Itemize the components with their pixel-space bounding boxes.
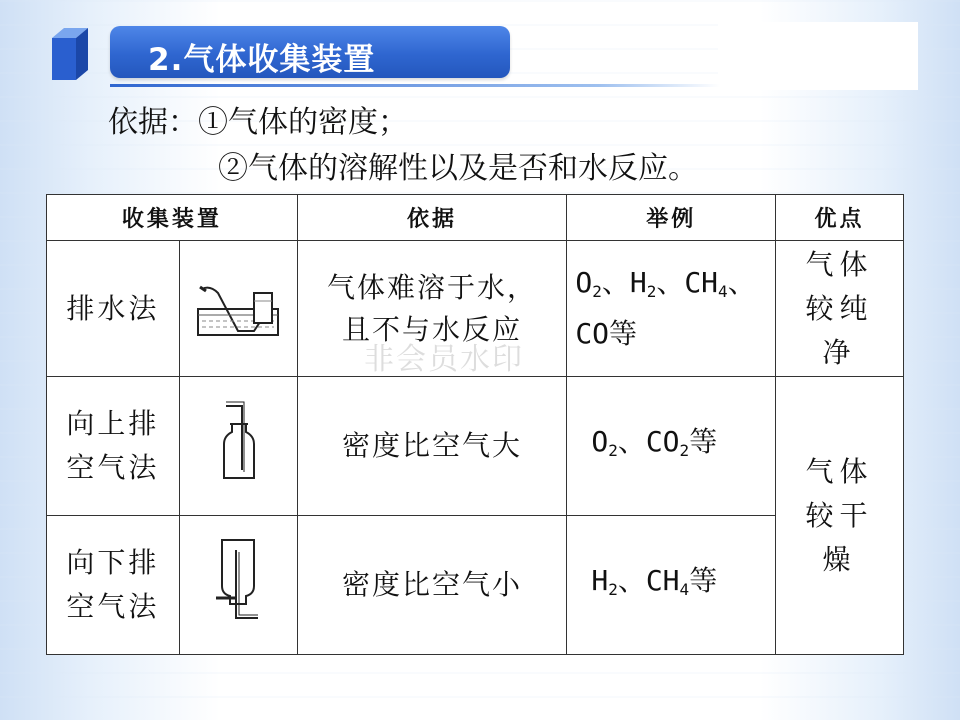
advantage-cell [776, 377, 904, 655]
table-header-row [47, 195, 904, 241]
basis-line-1 [108, 100, 698, 146]
page-title: 2.气体收集装置 [148, 42, 376, 78]
formula-subscript: 2 [646, 282, 657, 301]
example-cell [567, 516, 776, 655]
basis-line: 且不与水反应 [342, 312, 523, 346]
advantage-text: 气体较干燥 [805, 454, 874, 576]
example-line [575, 262, 775, 313]
apparatus-cell [179, 377, 297, 516]
header-example: 举例 [567, 195, 776, 241]
formula-subscript: 4 [679, 579, 690, 599]
table-row [47, 377, 904, 516]
formula-subscript: 2 [592, 282, 602, 301]
watermark: 非会员水印 [364, 342, 524, 377]
formula-subscript: 2 [608, 579, 618, 599]
example-line: CO等 [575, 317, 638, 350]
method-line: 向下排 [66, 546, 160, 579]
method-cell [47, 516, 180, 655]
apparatus-cell [179, 516, 297, 655]
formula-text: 、CO [617, 424, 680, 458]
method-cell [47, 377, 180, 516]
method-line: 空气法 [66, 451, 160, 484]
formula-text: 、CH [656, 266, 719, 299]
basis-item-1: ①气体的密度； [198, 105, 408, 140]
header-advantage: 优点 [776, 195, 904, 241]
example-cell [567, 241, 776, 377]
example-cell [567, 377, 776, 516]
water-displacement-apparatus-icon [188, 265, 288, 345]
basis-cell: 密度比空气大 [297, 377, 567, 516]
collection-table [46, 194, 904, 655]
method-line: 向上排 [66, 407, 160, 440]
formula-subscript: 2 [608, 440, 618, 460]
formula-text: 、CH [617, 563, 680, 597]
formula-text: O [575, 266, 593, 299]
apparatus-cell [179, 241, 297, 377]
formula-subscript: 2 [679, 440, 690, 460]
formula-text: O [591, 424, 609, 458]
basis-label: 依据： [108, 105, 198, 140]
formula-text: 等 [689, 424, 718, 458]
formula-text: 、H [601, 266, 647, 299]
table-row [47, 516, 904, 655]
title-underline [110, 84, 720, 87]
advantage-text: 气体较纯净 [805, 247, 874, 369]
advantage-cell [776, 241, 904, 377]
formula-text: H [591, 563, 609, 597]
cube-icon [48, 24, 92, 82]
title-bar [110, 26, 510, 78]
method-cell: 排水法 [47, 241, 180, 377]
downward-air-displacement-icon [208, 534, 268, 630]
basis-text [108, 100, 698, 192]
upward-air-displacement-icon [208, 398, 268, 488]
header-right-panel [718, 22, 918, 90]
basis-item-2: ②气体的溶解性以及是否和水反应。 [218, 151, 698, 186]
header-apparatus: 收集装置 [47, 195, 298, 241]
formula-subscript: 4 [718, 282, 728, 301]
basis-cell: 密度比空气小 [297, 516, 567, 655]
formula-text: 等 [689, 563, 718, 597]
basis-line: 气体难溶于水， [327, 270, 538, 304]
formula-text: 、 [727, 266, 756, 299]
method-line: 空气法 [66, 590, 160, 623]
header-basis: 依据 [297, 195, 567, 241]
